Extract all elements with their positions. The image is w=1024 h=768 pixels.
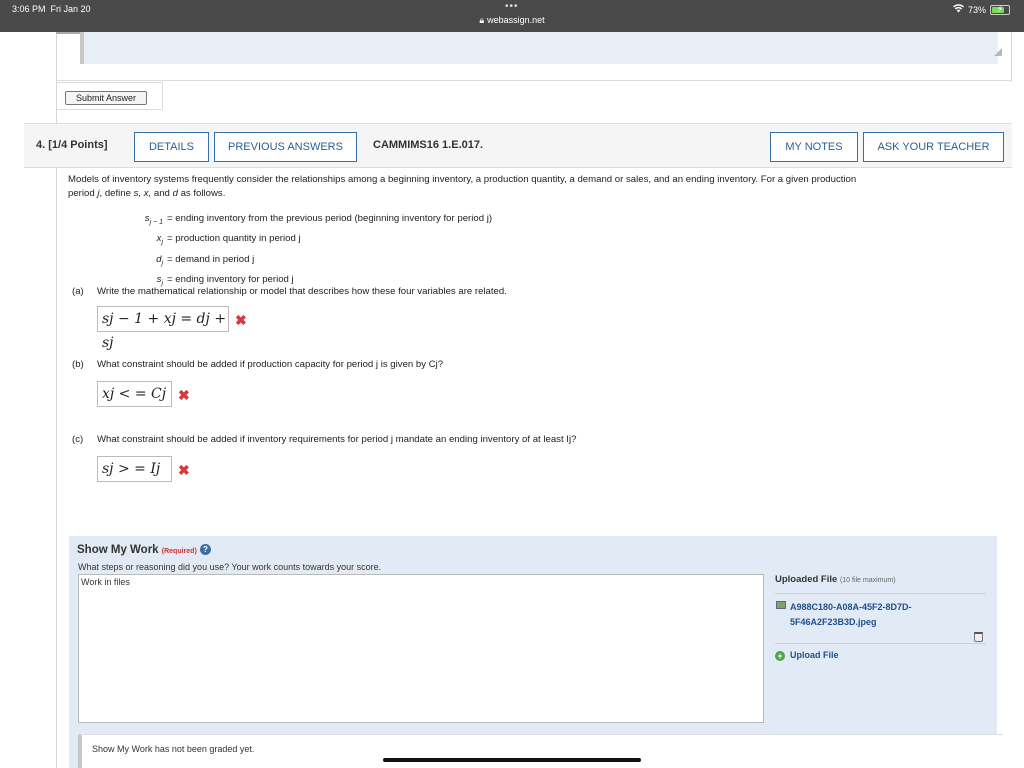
plus-circle-icon: + [775, 651, 785, 661]
status-time: 3:06 PM Fri Jan 20 [12, 4, 91, 14]
incorrect-icon: ✖ [178, 387, 190, 403]
uploaded-file-link[interactable]: A988C180-A08A-45F2-8D7D-5F46A2F23B3D.jpeg [790, 602, 912, 627]
definition-row: $d_j$ = demand in period j [156, 253, 255, 267]
status-right [953, 4, 1010, 15]
definition-row: $s_{j - 1}$ = ending inventory from the previous period (beginning inventory for period j) [144, 213, 493, 226]
submit-answer-button[interactable]: Submit Answer [65, 91, 147, 105]
question-number: 4. [1/4 Points] [36, 139, 108, 151]
status-bar [0, 0, 1024, 32]
question-intro [68, 173, 998, 201]
work-textarea[interactable]: Work in files [78, 574, 764, 723]
intro-line-2: period j, define s, x, and d as follows. [68, 188, 226, 199]
divider [775, 593, 986, 594]
my-notes-button[interactable]: MY NOTES [770, 132, 858, 162]
question-body-border [56, 168, 57, 768]
show-my-work-title: Show My Work (Required) ? [77, 544, 211, 556]
details-button[interactable]: DETAILS [134, 132, 209, 162]
charging-bolt-icon: ⚡︎ [996, 3, 1004, 14]
resize-handle-icon[interactable] [994, 48, 1002, 56]
part-b-answer-input[interactable]: xj < = Cj [97, 381, 172, 407]
battery-icon [990, 5, 1010, 15]
divider [775, 643, 986, 644]
lock-icon: 🔒︎ [479, 15, 485, 25]
wifi-icon [953, 4, 964, 15]
prev-divider [56, 32, 80, 34]
image-file-icon [776, 601, 786, 609]
previous-work-area[interactable] [80, 32, 998, 64]
part-b-question: (b) What constraint should be added if production capacity for period j is given by Cj? [72, 359, 444, 370]
graded-status: Show My Work has not been graded yet. [78, 734, 1003, 768]
ask-your-teacher-button[interactable]: ASK YOUR TEACHER [863, 132, 1004, 162]
url-text: webassign.net [487, 15, 545, 25]
uploaded-file-title: Uploaded File (10 file maximum) [775, 574, 896, 585]
intro-line-1: Models of inventory systems frequently consider the relationships among a beginning inventory, a production quantity, a demand or sales, and an ending inventory. For a given production [68, 174, 857, 185]
prev-divider-line [56, 80, 1012, 81]
content-frame-right [1011, 32, 1012, 82]
incorrect-icon: ✖ [178, 462, 190, 478]
variable-definitions [125, 211, 492, 293]
more-dots-icon[interactable]: ••• [505, 1, 519, 12]
address-bar[interactable] [0, 15, 1024, 26]
part-a-answer-input[interactable]: sj − 1 + xj = dj + sj [97, 306, 229, 332]
show-my-work-description: What steps or reasoning did you use? Your work counts towards your score. [78, 562, 382, 572]
submit-container [57, 82, 163, 110]
incorrect-icon: ✖ [235, 312, 247, 328]
definition-row: $x_j$ = production quantity in period j [156, 233, 301, 247]
part-c-question: (c) What constraint should be added if inventory requirements for period j mandate an ending inventory of at least Ij? [72, 434, 577, 445]
home-indicator[interactable] [383, 758, 641, 762]
trash-icon[interactable] [974, 632, 983, 642]
upload-file-link[interactable]: Upload File [790, 650, 839, 660]
battery-percent: 73% [967, 4, 986, 15]
question-code: CAMMIMS16 1.E.017. [373, 139, 484, 151]
part-a-question: (a) Write the mathematical relationship or model that describes how these four variables are related. [72, 286, 507, 297]
question-header [24, 123, 1012, 168]
help-icon[interactable]: ? [200, 544, 211, 555]
previous-answers-button[interactable]: PREVIOUS ANSWERS [214, 132, 357, 162]
part-c-answer-input[interactable]: sj > = Ij [97, 456, 172, 482]
required-badge: (Required) [161, 548, 197, 555]
definition-row: $s_j$ = ending inventory for period j [156, 274, 294, 288]
